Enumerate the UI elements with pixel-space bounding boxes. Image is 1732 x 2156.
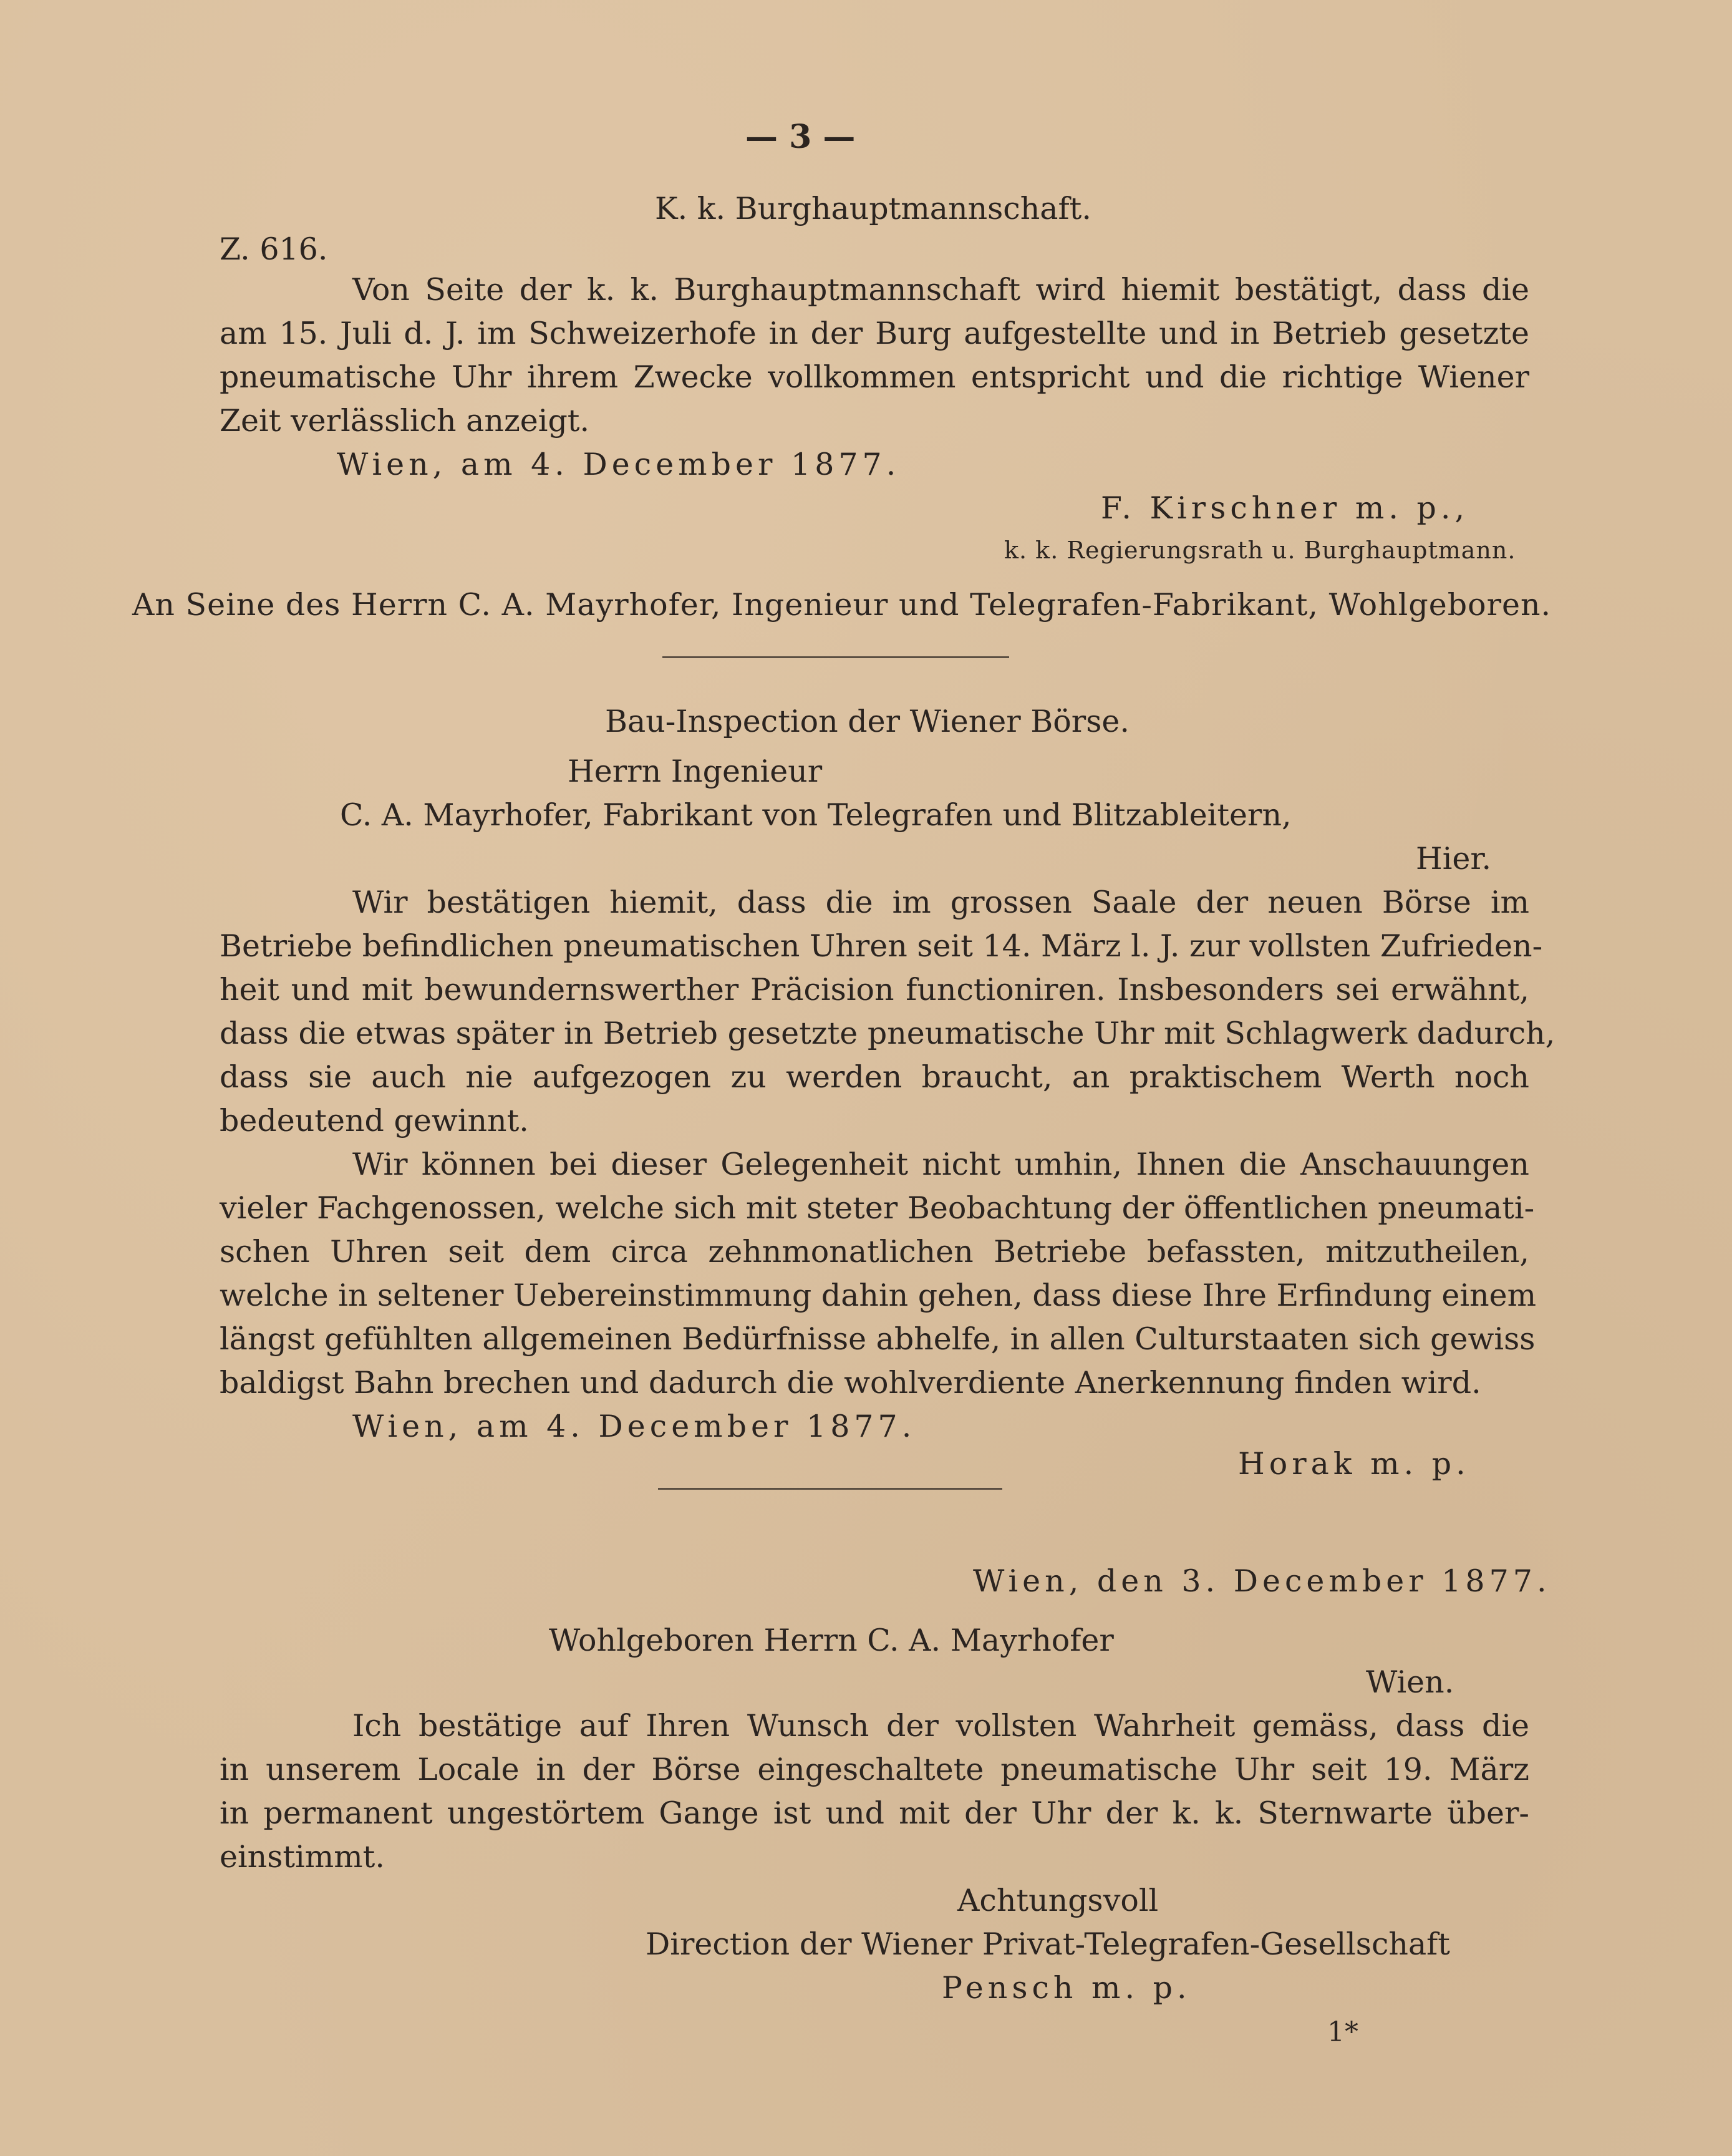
- section1-signature-title: k. k. Regierungsrath u. Burghauptmann.: [1004, 537, 1516, 564]
- section3-closing: Achtungsvoll: [957, 1883, 1159, 1918]
- section2-para1-line: dass sie auch nie aufgezogen zu werden braucht, an praktischem Werth noch: [220, 1059, 1529, 1095]
- section2-para2-line: längst gefühlten allgemeinen Bedürfnisse abhelfe, in allen Culturstaaten sich gewiss: [220, 1321, 1536, 1357]
- section2-para1-line: Wir bestätigen hiemit, dass die im grossen Saale der neuen Börse im: [352, 885, 1529, 920]
- section3-signature: Pensch m. p.: [942, 1970, 1191, 2006]
- section2-heading: Bau-Inspection der Wiener Börse.: [605, 704, 1130, 739]
- section2-date: Wien, am 4. December 1877.: [352, 1409, 916, 1444]
- section2-para1-line: heit und mit bewundernswerther Präcision functioniren. Insbesonders sei erwähnt,: [220, 972, 1529, 1008]
- section3-body-line: in permanent ungestörtem Gange ist und mit der Uhr der k. k. Sternwarte über-: [220, 1795, 1529, 1831]
- section3-body-line: Ich bestätige auf Ihren Wunsch der vollsten Wahrheit gemäss, dass die: [352, 1708, 1529, 1744]
- divider: [658, 1488, 1002, 1490]
- section2-para2-line: Wir können bei dieser Gelegenheit nicht umhin, Ihnen die Anschauungen: [352, 1147, 1529, 1182]
- section1-signature: F. Kirschner m. p.,: [1101, 490, 1469, 526]
- section3-date: Wien, den 3. December 1877.: [973, 1563, 1551, 1599]
- section2-para2-line: baldigst Bahn brechen und dadurch die wohlverdiente Anerkennung finden wird.: [220, 1365, 1481, 1401]
- section3-body-line: einstimmt.: [220, 1839, 385, 1875]
- section3-place: Wien.: [1366, 1664, 1454, 1700]
- section2-salutation: C. A. Mayrhofer, Fabrikant von Telegrafen und Blitzableitern,: [340, 797, 1292, 833]
- section1-ref: Z. 616.: [220, 231, 328, 267]
- section2-para2-line: vieler Fachgenossen, welche sich mit steter Beobachtung der öffentlichen pneumati-: [220, 1190, 1535, 1226]
- section1-body-line: Zeit verlässlich anzeigt.: [220, 403, 590, 439]
- section1-body-line: am 15. Juli d. J. im Schweizerhofe in der Burg aufgestellte und in Betrieb gesetzte: [220, 316, 1529, 351]
- section2-signature: Horak m. p.: [1238, 1446, 1470, 1482]
- divider: [662, 656, 1009, 658]
- section2-para2-line: schen Uhren seit dem circa zehnmonatlichen Betriebe befassten, mitzutheilen,: [220, 1234, 1529, 1270]
- section1-body-line: pneumatische Uhr ihrem Zwecke vollkommen entspricht und die richtige Wiener: [220, 359, 1529, 395]
- page-number: — 3 —: [745, 118, 856, 156]
- signature-mark: 1*: [1327, 2016, 1358, 2048]
- section2-para1-line: bedeutend gewinnt.: [220, 1103, 529, 1139]
- section2-para2-line: welche in seltener Uebereinstimmung dahin gehen, dass diese Ihre Erfindung einem: [220, 1278, 1537, 1313]
- section3-org: Direction der Wiener Privat-Telegrafen-Gesellschaft: [646, 1926, 1450, 1962]
- section3-salutation: Wohlgeboren Herrn C. A. Mayrhofer: [549, 1623, 1114, 1658]
- section1-heading: K. k. Burghauptmannschaft.: [655, 191, 1091, 226]
- section2-salutation: Herrn Ingenieur: [568, 754, 823, 789]
- section2-para1-line: Betriebe befindlichen pneumatischen Uhren seit 14. März l. J. zur vollsten Zufrieden-: [220, 928, 1543, 964]
- section2-place: Hier.: [1416, 841, 1492, 876]
- section1-body-line: Von Seite der k. k. Burghauptmannschaft wird hiemit bestätigt, dass die: [352, 272, 1529, 308]
- section3-body-line: in unserem Locale in der Börse eingeschaltete pneumatische Uhr seit 19. März: [220, 1752, 1529, 1787]
- section1-address: An Seine des Herrn C. A. Mayrhofer, Ingenieur und Telegrafen-Fabrikant, Wohlgeboren.: [132, 587, 1552, 623]
- section2-para1-line: dass die etwas später in Betrieb gesetzte pneumatische Uhr mit Schlagwerk dadurch,: [220, 1016, 1555, 1051]
- section1-date: Wien, am 4. December 1877.: [337, 447, 901, 482]
